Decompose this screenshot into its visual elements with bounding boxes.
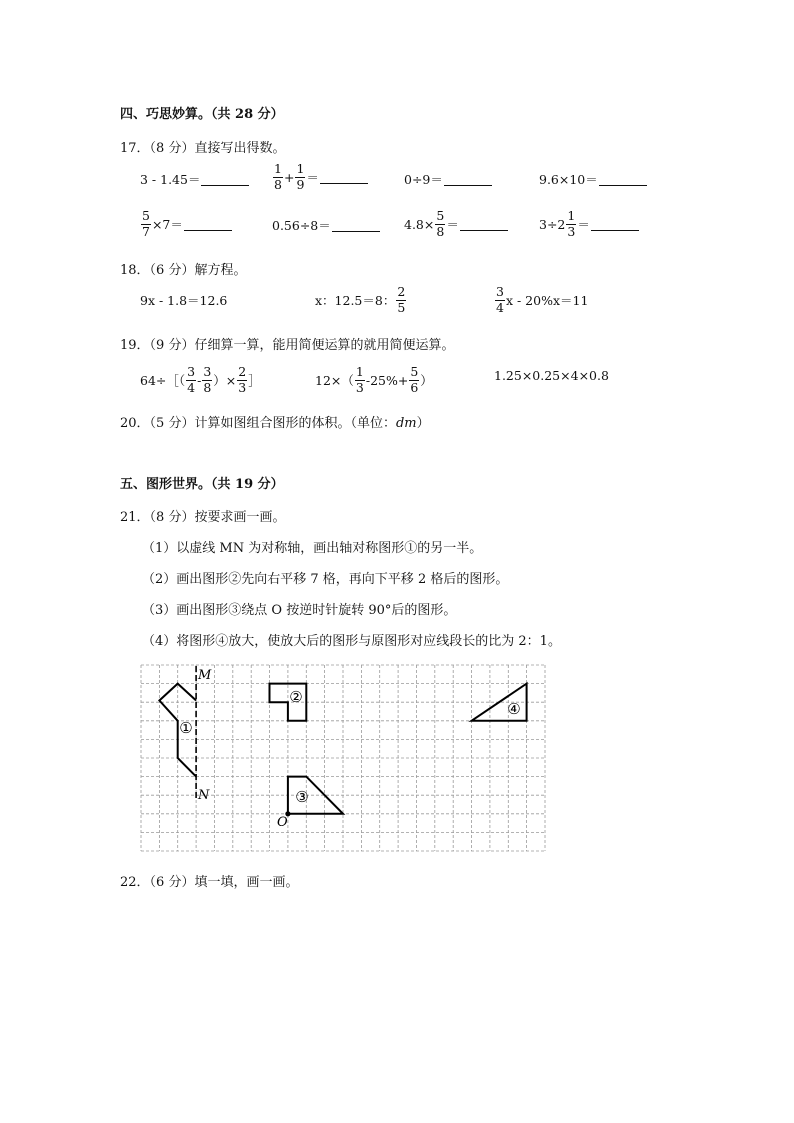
q17-expr-6: 0.56÷8＝ bbox=[272, 218, 331, 233]
figure-2-label: ② bbox=[289, 688, 303, 706]
q21-subquestion-4: （4）将图形④放大，使放大后的图形与原图形对应线段长的比为 2：1。 bbox=[142, 634, 561, 649]
grid-figure bbox=[140, 664, 548, 856]
section-4-title: 四、巧思妙算。（共 28 分） bbox=[120, 107, 284, 122]
label-n: N bbox=[198, 788, 210, 803]
figure-4-label: ④ bbox=[507, 700, 521, 718]
label-o: O bbox=[277, 815, 288, 830]
fraction: $\frac{1}{3}$ bbox=[567, 208, 576, 239]
figure-1-label: ① bbox=[179, 719, 193, 737]
section-5-title: 五、图形世界。（共 19 分） bbox=[120, 477, 284, 492]
q19-expression-3: 1.25×0.25×4×0.8 bbox=[494, 368, 609, 383]
q18-equation-2: x：12.5＝8： $\frac{2}{5}$ bbox=[315, 284, 406, 315]
answer-blank[interactable] bbox=[444, 173, 492, 186]
fraction: $\frac{5}{8}$ bbox=[436, 208, 445, 239]
q17-item-1 bbox=[140, 170, 249, 188]
question-21-label: 21．（8 分）按要求画一画。 bbox=[120, 510, 286, 525]
figure-3-label: ③ bbox=[295, 788, 309, 806]
q17-item-2: $\frac{1}{8}$ + $\frac{1}{9}$ ＝ bbox=[272, 163, 368, 191]
q18-equation-1: 9x - 1.8＝12.6 bbox=[140, 293, 228, 308]
answer-blank[interactable] bbox=[320, 171, 368, 184]
q17-item-4 bbox=[539, 170, 647, 188]
q17-item-8: 3÷2 $\frac{1}{3}$ ＝ bbox=[539, 210, 639, 238]
grid-svg bbox=[140, 664, 548, 852]
fraction: $\frac{2}{5}$ bbox=[397, 284, 406, 315]
q19-expression-1: 64÷［（ $\frac{3}{4}$ - $\frac{3}{8}$ ）× $\frac{2}{3}$ ］ bbox=[140, 364, 261, 395]
q21-subquestion-2: （2）画出图形②先向右平移 7 格，再向下平移 2 格后的图形。 bbox=[142, 572, 509, 587]
grid-lines bbox=[141, 665, 545, 851]
answer-blank[interactable] bbox=[599, 173, 647, 186]
q17-expr-4: 9.6×10＝ bbox=[539, 172, 598, 187]
fraction: $\frac{2}{3}$ bbox=[238, 364, 247, 395]
fraction: $\frac{1}{8}$ bbox=[274, 161, 282, 192]
q21-subquestion-1: （1）以虚线 MN 为对称轴，画出轴对称图形①的另一半。 bbox=[142, 541, 483, 556]
question-18-label: 18．（6 分）解方程。 bbox=[120, 263, 247, 278]
q17-item-6 bbox=[272, 216, 380, 234]
fraction: $\frac{1}{3}$ bbox=[355, 364, 364, 395]
question-17-label: 17．（8 分）直接写出得数。 bbox=[120, 141, 286, 156]
q18-equation-3: $\frac{3}{4}$ x - 20%x＝11 bbox=[496, 284, 589, 315]
answer-blank[interactable] bbox=[332, 219, 380, 232]
q19-expression-2: 12×（ $\frac{1}{3}$ -25%+ $\frac{5}{6}$ ） bbox=[315, 364, 433, 395]
q21-subquestion-3: （3）画出图形③绕点 O 按逆时针旋转 90°后的图形。 bbox=[142, 603, 457, 618]
label-m: M bbox=[198, 668, 212, 683]
answer-blank[interactable] bbox=[591, 218, 639, 231]
fraction: $\frac{5}{6}$ bbox=[410, 364, 419, 395]
fraction: $\frac{5}{7}$ bbox=[142, 208, 150, 239]
fraction: $\frac{3}{8}$ bbox=[203, 364, 212, 395]
fraction: $\frac{3}{4}$ bbox=[187, 364, 196, 395]
q17-expr-3: 0÷9＝ bbox=[404, 172, 443, 187]
question-20-label: 20．（5 分）计算如图组合图形的体积。（单位：dm） bbox=[120, 416, 430, 431]
q17-item-5: $\frac{5}{7}$ ×7＝ bbox=[140, 210, 232, 238]
answer-blank[interactable] bbox=[460, 218, 508, 231]
unit-text: dm bbox=[395, 416, 417, 431]
fraction: $\frac{1}{9}$ bbox=[296, 161, 305, 192]
answer-blank[interactable] bbox=[184, 218, 232, 231]
q17-item-7: 4.8× $\frac{5}{8}$ ＝ bbox=[404, 210, 508, 238]
question-19-label: 19．（9 分）仔细算一算，能用简便运算的就用简便运算。 bbox=[120, 338, 455, 353]
fraction: $\frac{3}{4}$ bbox=[496, 284, 504, 315]
question-22-label: 22．（6 分）填一填，画一画。 bbox=[120, 875, 299, 890]
q17-item-3 bbox=[404, 170, 492, 188]
answer-blank[interactable] bbox=[201, 173, 249, 186]
q17-expr-1: 3 - 1.45＝ bbox=[140, 172, 201, 187]
